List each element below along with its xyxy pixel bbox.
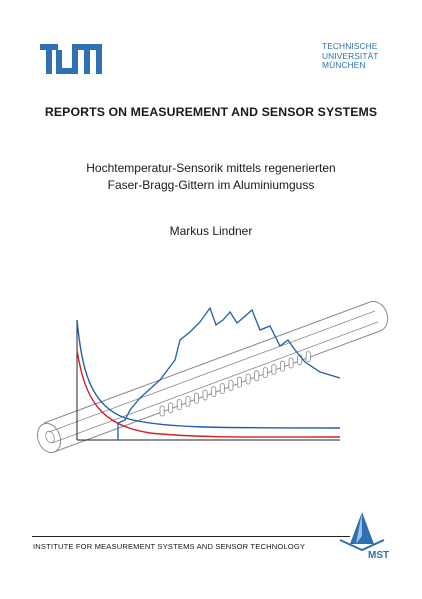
university-line-2: UNIVERSITÄT (322, 50, 379, 61)
book-title (0, 160, 422, 194)
grating-slot (212, 387, 216, 397)
grating-slot (263, 368, 267, 378)
grating-slot (160, 406, 164, 416)
grating-slot (272, 364, 276, 374)
book-title-line-2: Faser-Bragg-Gittern im Aluminiumguss (107, 178, 315, 192)
grating-slot (169, 403, 173, 413)
tum-logo (40, 44, 102, 74)
author-name: Markus Lindner (169, 224, 253, 238)
mst-logo (330, 510, 394, 560)
grating-slot (194, 393, 198, 403)
grating-slot (177, 400, 181, 410)
cover-illustration (30, 290, 390, 470)
university-name (322, 42, 378, 71)
grating-slot (289, 358, 293, 368)
grating-slot (306, 352, 310, 362)
grating-slot (246, 374, 250, 384)
fiber-tube (34, 301, 388, 455)
university-line-1: TECHNISCHE (322, 41, 378, 51)
mst-logo-text: MST (368, 550, 390, 560)
grating-slot (255, 371, 259, 381)
blue-spectrum-curve (118, 308, 340, 440)
grating-slot (186, 396, 190, 406)
grating-slot (203, 390, 207, 400)
book-title-line-1: Hochtemperatur-Sensorik mittels regenerierten (86, 161, 336, 175)
blue-decay-curve (77, 320, 340, 428)
grating-slot (229, 380, 233, 390)
bragg-grating (160, 352, 310, 416)
grating-slot (280, 361, 284, 371)
grating-slot (220, 384, 224, 394)
series-title: REPORTS ON MEASUREMENT AND SENSOR SYSTEMS (44, 105, 378, 119)
university-line-3: MÜNCHEN (322, 60, 366, 71)
institute-name: INSTITUTE FOR MEASUREMENT SYSTEMS AND SENSOR TECHNOLOGY (33, 542, 306, 551)
footer-rule (32, 536, 350, 537)
grating-slot (237, 377, 241, 387)
